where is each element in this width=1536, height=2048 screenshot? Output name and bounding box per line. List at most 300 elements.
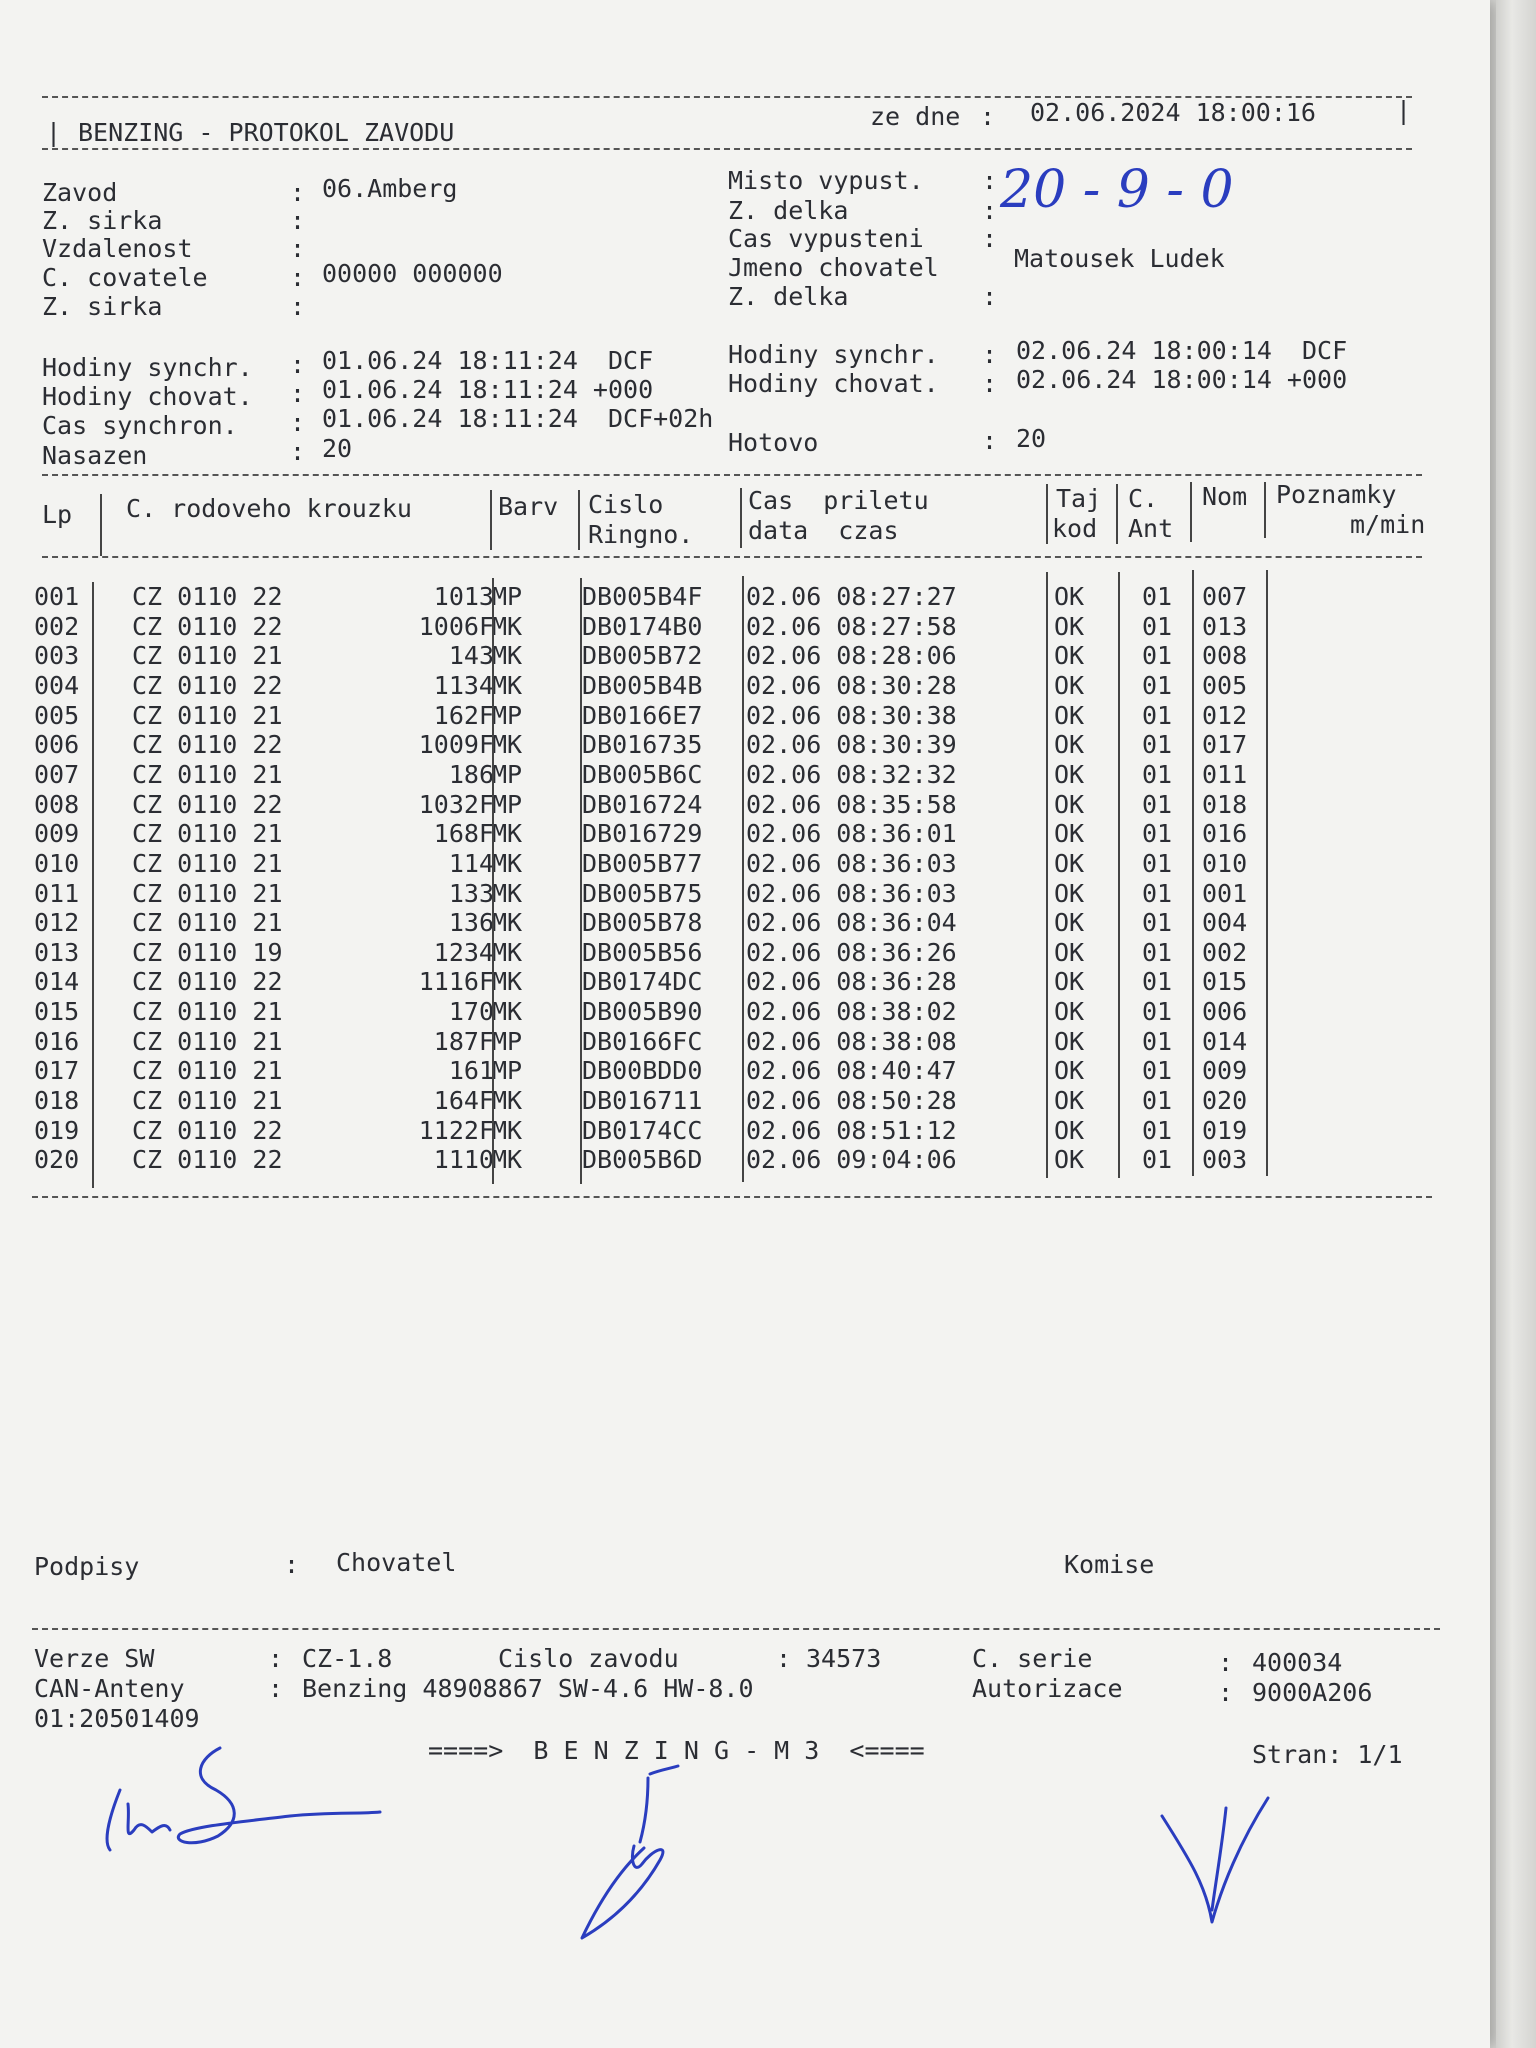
cell-ringno: DB0174DC	[582, 967, 703, 997]
cell-ring-number: 1013	[433, 582, 494, 611]
cell-antenna: 01	[1142, 1145, 1173, 1175]
cell-antenna: 01	[1142, 1026, 1173, 1056]
colon: :	[982, 224, 998, 253]
col-separator	[1118, 572, 1120, 1178]
cell-ring-number: 162F	[433, 700, 494, 730]
colon: :	[982, 196, 998, 225]
cell-antenna: 01	[1142, 1056, 1173, 1086]
cell-taj-kod: OK	[1054, 819, 1085, 849]
colon: :	[290, 234, 306, 263]
cell-nom: 016	[1202, 819, 1248, 849]
cell-antenna: 01	[1142, 700, 1173, 730]
date-value: 02.06.2024 18:00:16	[1030, 98, 1316, 127]
cell-arrival-time: 02.06 08:50:28	[746, 1086, 957, 1116]
sync-label-cas: Cas synchron.	[42, 411, 238, 440]
cell-barv: MK	[492, 878, 523, 908]
cell-taj-kod: OK	[1054, 611, 1085, 641]
cell-arrival-time: 02.06 08:28:06	[746, 641, 957, 671]
cell-lp: 002	[34, 611, 80, 641]
cell-lp: 018	[34, 1086, 80, 1116]
table-row	[34, 938, 1334, 968]
cell-ringno: DB005B4B	[582, 670, 703, 700]
cell-nom: 005	[1202, 670, 1248, 700]
table-row	[34, 1056, 1334, 1086]
info-label-cas-vypusteni: Cas vypusteni	[728, 224, 924, 253]
cell-ringno: DB005B90	[582, 997, 703, 1027]
cell-nom: 012	[1202, 700, 1248, 730]
colon: :	[290, 206, 306, 235]
cell-ring-number: 1122F	[418, 1115, 494, 1145]
col-separator	[490, 490, 492, 550]
sync-value-chovat: 01.06.24 18:11:24 +000	[322, 375, 654, 404]
info-label-covatele: C. covatele	[42, 263, 208, 292]
cell-nom: 020	[1202, 1086, 1248, 1116]
col-separator	[1046, 572, 1048, 1178]
colon: :	[982, 340, 998, 369]
cell-antenna: 01	[1142, 937, 1173, 967]
footer-can-label: CAN-Anteny	[34, 1674, 185, 1703]
cell-barv: MK	[492, 670, 523, 700]
table-row	[34, 730, 1334, 760]
sync-value-nasazen: 20	[322, 434, 353, 463]
cell-ringno: DB0174CC	[582, 1115, 703, 1145]
cell-ring-prefix: CZ 0110 22	[132, 967, 283, 997]
signature-komise-handwriting-2	[1150, 1790, 1290, 1930]
cell-nom: 017	[1202, 730, 1248, 760]
signature-chovatel-label: Chovatel	[336, 1548, 457, 1577]
cell-nom: 014	[1202, 1026, 1248, 1056]
cell-ringno: DB016711	[582, 1086, 703, 1116]
cell-ring-number: 168F	[433, 819, 494, 849]
cell-taj-kod: OK	[1054, 1145, 1085, 1175]
cell-ring-number: 170	[448, 997, 494, 1027]
col-header-mmin: m/min	[1350, 510, 1426, 539]
cell-lp: 004	[34, 670, 80, 700]
info-value-covatele: 00000 000000	[322, 259, 503, 288]
table-row	[34, 641, 1334, 671]
sync-right-value-hotovo: 20	[1016, 424, 1047, 453]
col-separator	[740, 488, 742, 548]
footer-autor-label: Autorizace	[972, 1674, 1123, 1703]
cell-ringno: DB0166FC	[582, 1026, 703, 1056]
cell-antenna: 01	[1142, 1086, 1173, 1116]
cell-taj-kod: OK	[1054, 789, 1085, 819]
cell-taj-kod: OK	[1054, 848, 1085, 878]
cell-ring-number: 1006F	[418, 611, 494, 641]
cell-barv: MK	[492, 997, 523, 1027]
cell-ringno: DB016729	[582, 819, 703, 849]
cell-lp: 019	[34, 1115, 80, 1145]
cell-nom: 013	[1202, 611, 1248, 641]
col-header-cislo: Cislo	[588, 490, 664, 519]
cell-nom: 001	[1202, 878, 1248, 908]
cell-lp: 016	[34, 1026, 80, 1056]
sync-right-label-chovat: Hodiny chovat.	[728, 369, 939, 398]
footer-cislo-value: 34573	[806, 1644, 882, 1673]
cell-ring-prefix: CZ 0110 19	[132, 937, 283, 967]
signatures-label: Podpisy	[34, 1552, 140, 1581]
cell-taj-kod: OK	[1054, 997, 1085, 1027]
cell-lp: 001	[34, 582, 80, 611]
col-header-taj: Taj	[1056, 484, 1102, 513]
cell-lp: 007	[34, 759, 80, 789]
header-left-bar: |	[46, 118, 62, 147]
colon: :	[290, 263, 306, 292]
footer-banner: ====> B E N Z I N G - M 3 <====	[428, 1736, 925, 1765]
cell-lp: 013	[34, 937, 80, 967]
col-separator	[1116, 484, 1118, 544]
info-label-sirka: Z. sirka	[42, 206, 163, 235]
sync-value-synchr: 01.06.24 18:11:24 DCF	[322, 346, 654, 375]
cell-arrival-time: 02.06 08:38:02	[746, 997, 957, 1027]
cell-taj-kod: OK	[1054, 1056, 1085, 1086]
col-header-barv: Barv	[498, 492, 559, 521]
cell-arrival-time: 02.06 08:32:32	[746, 759, 957, 789]
protocol-title: BENZING - PROTOKOL ZAVODU	[78, 118, 455, 147]
col-header-kod: kod	[1052, 514, 1098, 543]
info-value-jmeno: Matousek Ludek	[1014, 244, 1225, 273]
cell-ringno: DB005B75	[582, 878, 703, 908]
cell-antenna: 01	[1142, 997, 1173, 1027]
sync-right-value-synchr: 02.06.24 18:00:14 DCF	[1016, 336, 1348, 365]
cell-ring-prefix: CZ 0110 21	[132, 759, 283, 789]
cell-antenna: 01	[1142, 670, 1173, 700]
col-header-data: data czas	[748, 516, 899, 545]
col-separator	[1266, 570, 1268, 1176]
sync-right-label-hotovo: Hotovo	[728, 428, 819, 457]
cell-arrival-time: 02.06 08:36:28	[746, 967, 957, 997]
cell-arrival-time: 02.06 08:30:28	[746, 670, 957, 700]
cell-ringno: DB005B77	[582, 848, 703, 878]
col-separator	[92, 582, 94, 1188]
cell-arrival-time: 02.06 08:51:12	[746, 1115, 957, 1145]
footer-page: Stran: 1/1	[1252, 1740, 1403, 1769]
cell-ring-number: 187F	[433, 1026, 494, 1056]
cell-nom: 011	[1202, 759, 1248, 789]
divider	[42, 148, 1412, 150]
cell-nom: 010	[1202, 848, 1248, 878]
col-separator	[1264, 482, 1266, 538]
cell-lp: 020	[34, 1145, 80, 1175]
cell-taj-kod: OK	[1054, 1086, 1085, 1116]
cell-ring-number: 1234	[433, 937, 494, 967]
cell-ringno: DB005B78	[582, 908, 703, 938]
cell-barv: MK	[492, 611, 523, 641]
cell-antenna: 01	[1142, 878, 1173, 908]
cell-lp: 003	[34, 641, 80, 671]
colon: :	[284, 1550, 300, 1579]
cell-taj-kod: OK	[1054, 967, 1085, 997]
table-row	[34, 849, 1334, 879]
footer-verze-label: Verze SW	[34, 1644, 155, 1673]
col-separator	[742, 576, 744, 1182]
table-row	[34, 1086, 1334, 1116]
cell-ring-number: 133	[448, 878, 494, 908]
col-header-poznamky: Poznamky	[1276, 480, 1397, 509]
cell-arrival-time: 02.06 08:27:58	[746, 611, 957, 641]
cell-barv: MP	[492, 759, 523, 789]
cell-ring-prefix: CZ 0110 22	[132, 1115, 283, 1145]
cell-ring-prefix: CZ 0110 22	[132, 582, 283, 611]
colon: :	[290, 178, 306, 207]
divider	[42, 556, 1422, 558]
cell-ringno: DB00BDD0	[582, 1056, 703, 1086]
cell-ring-prefix: CZ 0110 21	[132, 878, 283, 908]
cell-nom: 006	[1202, 997, 1248, 1027]
col-separator	[100, 494, 102, 556]
cell-ringno: DB0174B0	[582, 611, 703, 641]
cell-lp: 009	[34, 819, 80, 849]
cell-ring-prefix: CZ 0110 21	[132, 997, 283, 1027]
cell-barv: MK	[492, 848, 523, 878]
cell-antenna: 01	[1142, 759, 1173, 789]
signature-komise-label: Komise	[1064, 1550, 1155, 1579]
date-colon: :	[980, 102, 996, 131]
cell-ring-prefix: CZ 0110 22	[132, 611, 283, 641]
cell-taj-kod: OK	[1054, 730, 1085, 760]
cell-arrival-time: 02.06 08:40:47	[746, 1056, 957, 1086]
cell-taj-kod: OK	[1054, 878, 1085, 908]
cell-ring-number: 186	[448, 759, 494, 789]
cell-ring-prefix: CZ 0110 21	[132, 700, 283, 730]
table-row	[34, 701, 1334, 731]
cell-ring-prefix: CZ 0110 21	[132, 819, 283, 849]
cell-taj-kod: OK	[1054, 700, 1085, 730]
info-label-sirka-2: Z. sirka	[42, 292, 163, 321]
cell-ring-number: 1116F	[418, 967, 494, 997]
col-separator	[492, 578, 494, 1184]
cell-taj-kod: OK	[1054, 937, 1085, 967]
paper-edge	[1496, 0, 1536, 2048]
footer-serie-value: 400034	[1252, 1648, 1343, 1677]
colon: :	[982, 166, 998, 195]
cell-barv: MP	[492, 700, 523, 730]
cell-barv: MK	[492, 937, 523, 967]
col-separator	[1190, 482, 1192, 542]
footer-verze-value: CZ-1.8	[302, 1644, 393, 1673]
cell-ringno: DB005B56	[582, 937, 703, 967]
cell-lp: 006	[34, 730, 80, 760]
cell-nom: 009	[1202, 1056, 1248, 1086]
cell-ring-prefix: CZ 0110 21	[132, 848, 283, 878]
colon: :	[290, 292, 306, 321]
cell-arrival-time: 02.06 08:36:26	[746, 937, 957, 967]
cell-nom: 018	[1202, 789, 1248, 819]
sync-value-cas: 01.06.24 18:11:24 DCF+02h	[322, 404, 714, 433]
cell-taj-kod: OK	[1054, 670, 1085, 700]
col-header-ring: C. rodoveho krouzku	[126, 494, 412, 523]
sync-label-chovat: Hodiny chovat.	[42, 382, 253, 411]
cell-arrival-time: 02.06 08:30:38	[746, 700, 957, 730]
footer-autor-value: 9000A206	[1252, 1678, 1373, 1707]
divider	[42, 474, 1422, 476]
cell-antenna: 01	[1142, 967, 1173, 997]
table-row	[34, 760, 1334, 790]
cell-barv: MK	[492, 730, 523, 760]
cell-ring-prefix: CZ 0110 21	[132, 1086, 283, 1116]
colon: :	[1218, 1648, 1234, 1677]
cell-ring-prefix: CZ 0110 22	[132, 730, 283, 760]
info-label-delka-2: Z. delka	[728, 282, 849, 311]
cell-antenna: 01	[1142, 1115, 1173, 1145]
cell-taj-kod: OK	[1054, 641, 1085, 671]
col-header-cas: Cas priletu	[748, 486, 929, 515]
signature-chovatel-handwriting	[90, 1730, 390, 1880]
cell-ring-prefix: CZ 0110 21	[132, 1056, 283, 1086]
cell-nom: 007	[1202, 582, 1248, 611]
cell-arrival-time: 02.06 08:30:39	[746, 730, 957, 760]
colon: :	[290, 350, 306, 379]
cell-ring-prefix: CZ 0110 22	[132, 1145, 283, 1175]
sync-right-value-chovat: 02.06.24 18:00:14 +000	[1016, 365, 1348, 394]
cell-antenna: 01	[1142, 908, 1173, 938]
cell-nom: 015	[1202, 967, 1248, 997]
cell-arrival-time: 02.06 08:35:58	[746, 789, 957, 819]
colon: :	[982, 426, 998, 455]
divider	[32, 1196, 1432, 1198]
table-row	[34, 582, 1334, 612]
cell-ring-number: 1134	[433, 670, 494, 700]
colon: :	[290, 379, 306, 408]
sync-label-nasazen: Nasazen	[42, 441, 148, 470]
cell-nom: 003	[1202, 1145, 1248, 1175]
table-row	[34, 879, 1334, 909]
cell-arrival-time: 02.06 09:04:06	[746, 1145, 957, 1175]
cell-lp: 008	[34, 789, 80, 819]
table-row	[34, 1027, 1334, 1057]
info-label-zavod: Zavod	[42, 178, 118, 207]
cell-arrival-time: 02.06 08:36:03	[746, 848, 957, 878]
cell-barv: MK	[492, 641, 523, 671]
cell-antenna: 01	[1142, 848, 1173, 878]
colon: :	[268, 1644, 284, 1673]
signature-komise-handwriting-1	[560, 1750, 740, 1950]
info-label-vzdalenost: Vzdalenost	[42, 234, 193, 263]
cell-ring-prefix: CZ 0110 21	[132, 1026, 283, 1056]
cell-ring-number: 161	[448, 1056, 494, 1086]
cell-ring-number: 1110	[433, 1145, 494, 1175]
cell-ringno: DB016735	[582, 730, 703, 760]
cell-antenna: 01	[1142, 789, 1173, 819]
cell-arrival-time: 02.06 08:36:03	[746, 878, 957, 908]
cell-ringno: DB016724	[582, 789, 703, 819]
cell-antenna: 01	[1142, 730, 1173, 760]
cell-lp: 011	[34, 878, 80, 908]
col-separator	[580, 578, 582, 1184]
table-row	[34, 1145, 1334, 1175]
cell-antenna: 01	[1142, 611, 1173, 641]
cell-ringno: DB005B4F	[582, 582, 703, 611]
divider	[32, 1628, 1440, 1630]
cell-ring-prefix: CZ 0110 21	[132, 641, 283, 671]
sync-label-synchr: Hodiny synchr.	[42, 353, 253, 382]
table-row	[34, 671, 1334, 701]
info-label-misto: Misto vypust.	[728, 166, 924, 195]
footer-serie-label: C. serie	[972, 1644, 1093, 1673]
col-header-nom: Nom	[1202, 482, 1248, 511]
cell-antenna: 01	[1142, 641, 1173, 671]
table-row	[34, 790, 1334, 820]
info-value-zavod: 06.Amberg	[322, 174, 458, 203]
cell-barv: MK	[492, 819, 523, 849]
colon: :	[982, 282, 998, 311]
col-header-ant: Ant	[1128, 514, 1174, 543]
cell-taj-kod: OK	[1054, 908, 1085, 938]
col-separator	[1046, 484, 1048, 544]
cell-ring-number: 1009F	[418, 730, 494, 760]
cell-barv: MK	[492, 1115, 523, 1145]
cell-taj-kod: OK	[1054, 582, 1085, 611]
cell-antenna: 01	[1142, 582, 1173, 611]
col-separator	[1192, 570, 1194, 1176]
date-label: ze dne	[870, 102, 961, 131]
cell-ringno: DB0166E7	[582, 700, 703, 730]
footer-can-value: Benzing 48908867 SW-4.6 HW-8.0	[302, 1674, 754, 1703]
cell-ring-number: 114	[448, 848, 494, 878]
cell-arrival-time: 02.06 08:27:27	[746, 582, 957, 611]
cell-nom: 008	[1202, 641, 1248, 671]
col-separator	[578, 490, 580, 550]
cell-barv: MP	[492, 1056, 523, 1086]
cell-ringno: DB005B6C	[582, 759, 703, 789]
cell-ring-prefix: CZ 0110 22	[132, 670, 283, 700]
col-header-c: C.	[1128, 484, 1159, 513]
cell-arrival-time: 02.06 08:36:01	[746, 819, 957, 849]
cell-ring-number: 1032F	[418, 789, 494, 819]
col-header-lp: Lp	[42, 500, 73, 529]
cell-lp: 012	[34, 908, 80, 938]
cell-taj-kod: OK	[1054, 1115, 1085, 1145]
cell-ring-number: 143	[448, 641, 494, 671]
cell-ringno: DB005B6D	[582, 1145, 703, 1175]
cell-barv: MP	[492, 789, 523, 819]
cell-taj-kod: OK	[1054, 1026, 1085, 1056]
cell-nom: 004	[1202, 908, 1248, 938]
info-label-jmeno: Jmeno chovatel	[728, 253, 939, 282]
cell-barv: MP	[492, 1026, 523, 1056]
cell-lp: 014	[34, 967, 80, 997]
cell-arrival-time: 02.06 08:36:04	[746, 908, 957, 938]
cell-taj-kod: OK	[1054, 759, 1085, 789]
table-row	[34, 1116, 1334, 1146]
cell-ring-prefix: CZ 0110 21	[132, 908, 283, 938]
cell-antenna: 01	[1142, 819, 1173, 849]
colon: :	[268, 1674, 284, 1703]
colon: :	[290, 437, 306, 466]
colon: :	[290, 408, 306, 437]
handwritten-delka: 20 - 9 - 0	[1000, 160, 1234, 220]
table-row	[34, 819, 1334, 849]
colon: :	[776, 1644, 792, 1673]
footer-line3: 01:20501409	[34, 1704, 200, 1733]
cell-barv: MK	[492, 1086, 523, 1116]
cell-lp: 010	[34, 848, 80, 878]
cell-barv: MK	[492, 1145, 523, 1175]
cell-nom: 002	[1202, 937, 1248, 967]
cell-lp: 017	[34, 1056, 80, 1086]
colon: :	[982, 369, 998, 398]
cell-barv: MK	[492, 908, 523, 938]
cell-lp: 015	[34, 997, 80, 1027]
cell-arrival-time: 02.06 08:38:08	[746, 1026, 957, 1056]
footer-cislo-label: Cislo zavodu	[498, 1644, 679, 1673]
table-row	[34, 967, 1334, 997]
table-row	[34, 997, 1334, 1027]
table-row	[34, 908, 1334, 938]
cell-lp: 005	[34, 700, 80, 730]
sync-right-label-synchr: Hodiny synchr.	[728, 340, 939, 369]
info-label-delka: Z. delka	[728, 196, 849, 225]
